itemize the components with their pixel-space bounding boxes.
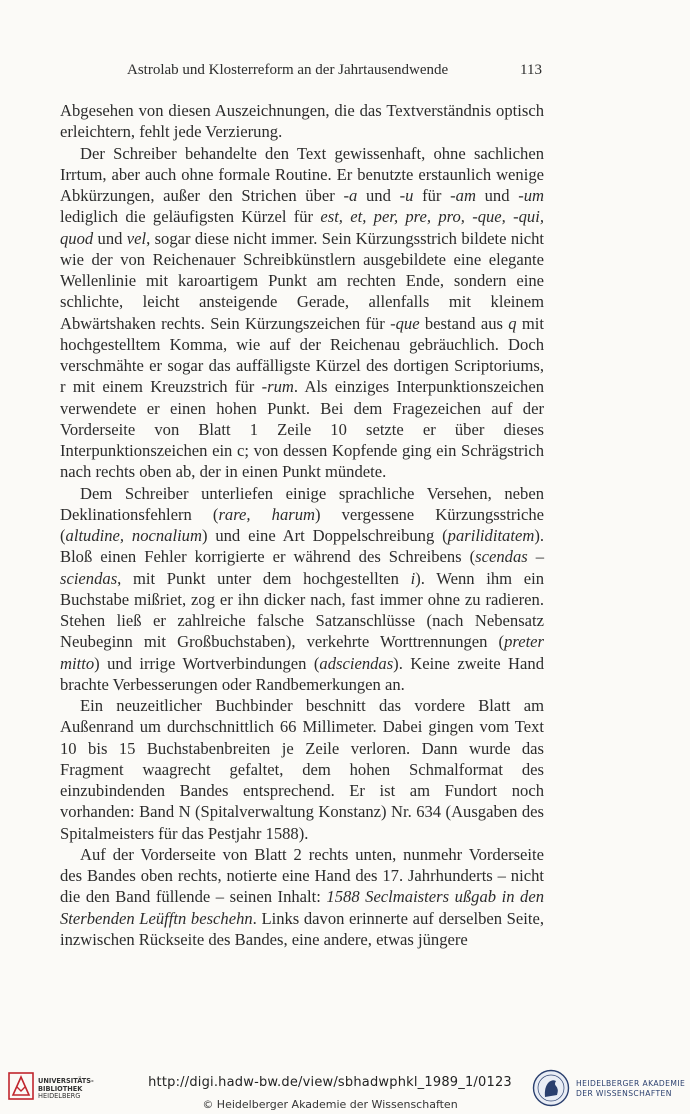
italic-term: pariliditatem xyxy=(447,526,535,545)
library-name-line: UNIVERSITÄTS- xyxy=(38,1077,94,1085)
academy-name-line: HEIDELBERGER AKADEMIE xyxy=(576,1079,686,1088)
footer xyxy=(0,1062,690,1114)
italic-term: est, et, per, pre, pro, -que, -qui, quod xyxy=(60,207,544,248)
text-run: ) vergessene Kürzungsstriche ( xyxy=(60,504,544,545)
copyright-notice: © Heidelberger Akademie der Wissenschaften xyxy=(202,1098,458,1111)
italic-term: 1588 Seclmaisters ußgab in den Sterbenden Leüfftn beschehn xyxy=(60,887,544,928)
italic-term: -am xyxy=(450,186,476,205)
text-run: ). Bloß einen Fehler korrigierte er während des Schreibens ( xyxy=(60,526,544,567)
page-number: 113 xyxy=(520,62,542,78)
library-logo-icon[interactable] xyxy=(8,1072,34,1100)
italic-term: q xyxy=(508,313,517,333)
paragraph-1 xyxy=(60,100,544,143)
italic-term: preter mitto xyxy=(60,632,544,673)
text-run: , mit Punkt unter dem hochgestellten xyxy=(117,568,411,588)
italic-term: scendas – sciendas xyxy=(60,547,544,588)
paragraph-3 xyxy=(60,483,544,696)
library-name-line: BIBLIOTHEK xyxy=(38,1084,83,1093)
text-run: Ein neuzeitlicher Buchbinder beschnitt das vordere Blatt am Außenrand um durchschnittlich 66 Millimeter. Dabei gingen vom Text 10 bis 15 Buchstabenbreiten je Zeile verloren. Dann wurde das Fragment waagrecht gefaltet, dem hohen Schmalformat des einzubindenden Bandes entsprechend. Er ist am Fundort noch vorhanden: Band N (Spitalverwaltung Konstanz) Nr. 634 (Ausgaben des Spitalmeisters für das Pestjahr 1588). xyxy=(60,696,544,843)
text-run: Auf der Vorderseite von Blatt 2 rechts unten, nunmehr Vorderseite des Bandes oben rechts, notierte eine Hand des 17. Jahrhunderts – nicht die den Band füllende – seinen Inhalt: xyxy=(60,844,544,907)
academy-name xyxy=(576,1079,685,1098)
italic-term: altudine, nocnalium xyxy=(65,526,202,545)
italic-term: vel xyxy=(126,228,147,248)
body-text xyxy=(60,100,544,950)
text-run: ) und eine Art Doppelschreibung ( xyxy=(201,526,448,545)
text-run: mit hochgestelltem Komma, wie auf der Reichenau gebräuchlich. Doch verschmähte er sogar das auffälligste Kürzel des dortigen Scriptoriums, r mit einem Kreuzstrich für xyxy=(60,313,544,397)
library-name-line: HEIDELBERG xyxy=(38,1092,81,1101)
text-run: bestand aus xyxy=(419,313,509,333)
text-run: ) und irrige Wortverbindungen ( xyxy=(94,653,320,673)
text-run: , sogar diese nicht immer. Sein Kürzungsstrich bildete nicht wie der von Reichenauer Schreibkünstlern ausgebildete eine elegante Wellenlinie mit karoartigem Punkt am rechten Ende, sondern eine schlichte, leicht ansteigende Gerade, allenfalls mit kleinem Abwärtshaken rechts. Sein Kürzungszeichen für xyxy=(60,228,544,333)
library-name xyxy=(38,1078,94,1101)
italic-term: i xyxy=(410,568,416,588)
italic-term: -rum xyxy=(261,377,294,397)
paragraph-2 xyxy=(60,143,544,483)
text-run: und xyxy=(357,186,400,205)
academy-seal-icon[interactable] xyxy=(532,1069,570,1107)
text-run: . Links davon erinnerte auf derselben Seite, inzwischen Rückseite des Bandes, eine andere, etwas jüngere xyxy=(60,908,544,949)
italic-term: -u xyxy=(399,186,414,205)
italic-term: -que xyxy=(390,313,420,333)
italic-term: -um xyxy=(518,186,545,205)
paragraph-5 xyxy=(60,844,544,950)
running-title: Astrolab und Klosterreform an der Jahrtausendwende xyxy=(127,62,449,78)
text-run: lediglich die geläufigsten Kürzel für xyxy=(60,207,321,227)
source-url-link[interactable]: http://digi.hadw-bw.de/view/sbhadwphkl_1989_1/0123 xyxy=(148,1075,512,1090)
text-run: ). Wenn ihm ein Buchstabe mißriet, zog er ihn dicker nach, fast immer ohne zu radieren. Stehen ließ er zahlreiche falsche Satzanschlüsse (nach Nebensatz Neubeginn mit Großbuchstaben), verkehrte Worttrennungen ( xyxy=(60,568,544,652)
text-run: ). Keine zweite Hand brachte Verbesserungen oder Randbemerkungen an. xyxy=(60,653,544,694)
italic-term: rare, harum xyxy=(218,504,315,524)
text-run: und xyxy=(475,186,519,205)
page-header xyxy=(0,62,690,82)
paragraph-4 xyxy=(60,695,544,844)
italic-term: adsciendas xyxy=(319,653,394,673)
academy-name-line: DER WISSENSCHAFTEN xyxy=(576,1088,672,1098)
text-run: für xyxy=(413,186,451,205)
italic-term: -a xyxy=(343,186,358,205)
text-run: Der Schreiber behandelte den Text gewissenhaft, ohne sachlichen Irrtum, aber auch ohne formale Routine. Er benutzte erstaunlich wenige Abkürzungen, außer den Strichen über xyxy=(60,143,544,205)
text-run: und xyxy=(93,228,127,248)
text-run: Abgesehen von diesen Auszeichnungen, die das Textverständnis optisch erleichtern, fehlt jede Verzierung. xyxy=(60,101,544,142)
text-run: Dem Schreiber unterliefen einige sprachliche Versehen, neben Deklinationsfehlern ( xyxy=(60,483,544,524)
text-run: . Als einziges Interpunktionszeichen verwendete er einen hohen Punkt. Bei dem Fragezeichen auf der Vorderseite von Blatt 1 Zeile 10 setzte er über dieses Interpunktionszeichen ein c; von dessen Kopfende ging ein Schrägstrich nach rechts oben ab, der in einen Punkt mündete. xyxy=(60,377,544,482)
